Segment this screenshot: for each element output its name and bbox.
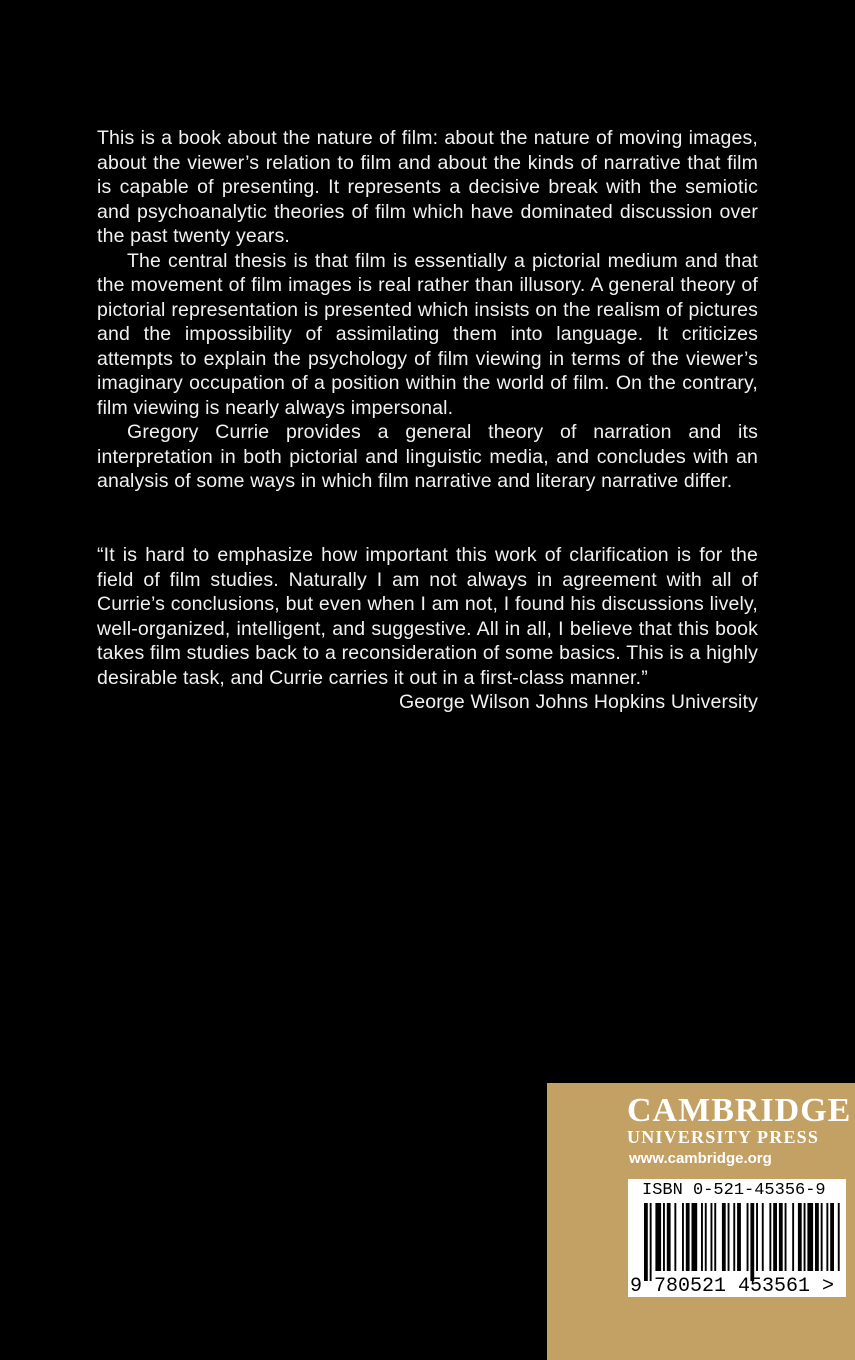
barcode-bar bbox=[804, 1203, 806, 1271]
barcode-bar bbox=[686, 1203, 690, 1271]
barcode-bar bbox=[737, 1203, 741, 1271]
barcode-bar bbox=[714, 1203, 716, 1271]
barcode-bar bbox=[733, 1203, 735, 1271]
publisher-url: www.cambridge.org bbox=[629, 1150, 772, 1167]
description-paragraph-1: This is a book about the nature of film: about the nature of moving images, about the viewer’s relation to film and about the kinds of narrative that film is capable of presenting. It represents a decisive break with the semiotic and psychoanalytic theories of film which have dominated discussion over the past twenty years. bbox=[97, 127, 758, 247]
barcode-bar bbox=[705, 1203, 707, 1271]
barcode-bar bbox=[711, 1203, 713, 1271]
isbn-barcode bbox=[628, 1179, 846, 1297]
barcode-bar bbox=[682, 1203, 684, 1271]
review-quote: “It is hard to emphasize how important this work of clarification is for the field of film studies. Naturally I am not always in agreement with all of Currie’s conclusions, but even when I am not, I found his discussions lively, well-organized, intelligent, and suggestive. All in all, I believe that this book takes film studies back to a reconsideration of some basics. This is a highly desirable task, and Currie carries it out in a first-class manner.” bbox=[97, 544, 758, 689]
barcode-bar bbox=[667, 1203, 671, 1271]
barcode-bar bbox=[756, 1203, 758, 1271]
barcode-bar bbox=[830, 1203, 834, 1271]
barcode-bar bbox=[798, 1203, 802, 1271]
barcode-bar bbox=[655, 1203, 661, 1271]
barcode-bar bbox=[792, 1203, 794, 1271]
publisher-box bbox=[547, 1083, 855, 1360]
barcode-bar bbox=[779, 1203, 783, 1271]
description-paragraph-3: Gregory Currie provides a general theory of narration and its interpretation in both pictorial and linguistic media, and concludes with an analysis of some ways in which film narrative and literary narrative differ. bbox=[97, 421, 758, 492]
barcode-bar bbox=[701, 1203, 703, 1271]
barcode-bar bbox=[747, 1203, 749, 1271]
barcode-bar bbox=[692, 1203, 698, 1271]
barcode-bar bbox=[750, 1203, 754, 1281]
barcode-graphic bbox=[628, 1201, 846, 1297]
publisher-subname: UNIVERSITY PRESS bbox=[627, 1127, 820, 1147]
barcode-bar bbox=[674, 1203, 676, 1271]
barcode-bar bbox=[785, 1203, 787, 1271]
barcode-bar bbox=[728, 1203, 730, 1271]
review-attribution: George Wilson Johns Hopkins University bbox=[398, 691, 758, 713]
barcode-bar bbox=[773, 1203, 777, 1271]
barcode-bar bbox=[769, 1203, 771, 1271]
barcode-bar bbox=[650, 1203, 652, 1281]
review-quote-block bbox=[97, 543, 758, 715]
barcode-digits: 9 780521 453561 > bbox=[630, 1275, 835, 1297]
barcode-bar bbox=[826, 1203, 828, 1271]
publisher-name: CAMBRIDGE bbox=[627, 1092, 852, 1129]
barcode-bar bbox=[838, 1203, 840, 1271]
barcode-bar bbox=[722, 1203, 726, 1271]
barcode-bar bbox=[821, 1203, 823, 1271]
barcode-bar bbox=[663, 1203, 665, 1271]
barcode-bar bbox=[762, 1203, 764, 1271]
barcode-bar bbox=[815, 1203, 819, 1271]
book-description bbox=[97, 126, 758, 494]
description-paragraph-2: The central thesis is that film is essentially a pictorial medium and that the movement of film images is real rather than illusory. A general theory of pictorial representation is presented which insists on the realism of pictures and the impossibility of assimilating them into language. It criticizes attempts to explain the psychology of film viewing in terms of the viewer’s imaginary occupation of a position within the world of film. On the contrary, film viewing is nearly always impersonal. bbox=[97, 249, 758, 419]
barcode-bar bbox=[644, 1203, 648, 1281]
barcode-bar bbox=[807, 1203, 813, 1271]
isbn-label: ISBN 0-521-45356-9 bbox=[642, 1181, 826, 1200]
